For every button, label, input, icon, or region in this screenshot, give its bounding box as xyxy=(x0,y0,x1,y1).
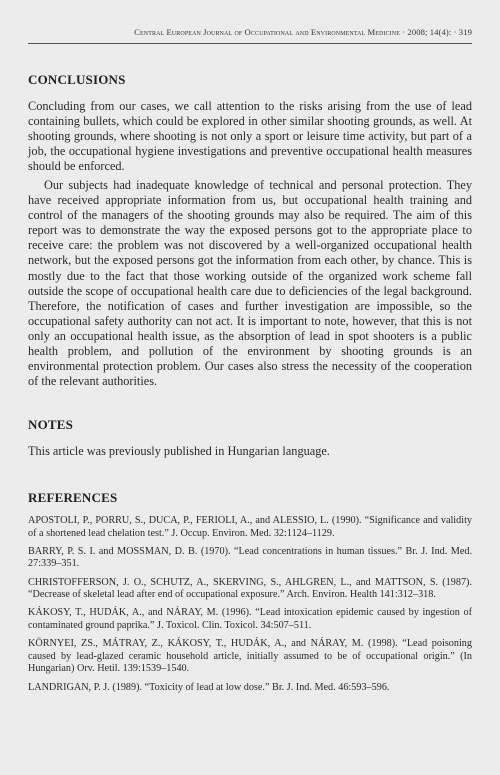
running-header: Central European Journal of Occupational and Environmental Medicine · 2008; 14(4): · 319 xyxy=(134,27,472,37)
reference-item: APOSTOLI, P., PORRU, S., DUCA, P., FERIOLI, A., and ALESSIO, L. (1990). “Significance and validity of a shortened lead chelation test.” J. Occup. Environ. Med. 32:1124–1129. xyxy=(28,515,472,539)
notes-heading: NOTES xyxy=(28,417,74,432)
conclusions-paragraph-1: Concluding from our cases, we call attention to the risks arising from the use of lead containing bullets, which could be explored in other similar shooting grounds, as well. At shooting grounds, where shooting is not only a sport or leisure time activity, but part of a job, the occupational hygiene investigations and preventive occupational health measures should be enforced. xyxy=(28,99,472,174)
reference-item: KÁKOSY, T., HUDÁK, A., and NÁRAY, M. (1996). “Lead intoxication epidemic caused by ingestion of contaminated ground paprika.” J. Toxicol. Clin. Toxicol. 34:507–511. xyxy=(28,607,472,631)
reference-item: KÖRNYEI, ZS., MÁTRAY, Z., KÁKOSY, T., HUDÁK, A., and NÁRAY, M. (1998). “Lead poisoning caused by lead-glazed ceramic household article, initially assumed to be of occupational origin.” (In Hungarian) Orv. Hetil. 139:1539–1540. xyxy=(28,638,472,675)
notes-text: This article was previously published in Hungarian language. xyxy=(28,444,330,458)
reference-item: LANDRIGAN, P. J. (1989). “Toxicity of lead at low dose.” Br. J. Ind. Med. 46:593–596. xyxy=(28,681,390,693)
conclusions-heading: CONCLUSIONS xyxy=(28,72,126,87)
conclusions-paragraph-2: Our subjects had inadequate knowledge of technical and personal protection. They have received appropriate information from us, but occupational health training and control of the managers of the shooting grounds may also be required. The aim of this report was to demonstrate the way the exposed persons got to the appropriate place to receive care: the problem was not discovered by a well-organized occupational health network, but the exposed persons got the information from each other, by chance. This is mostly due to the fact that those working outside of the organized work scheme fall outside the scope of occupational health care due to deficiencies of the legal background. Therefore, the notification of cases and further investigation are impossible, so the occupational safety authority can not act. It is important to note, however, that this is not only an occupational health issue, as the absorption of lead in spot shooters is a public health problem, and pollution of the environment by shooting grounds is an environmental protection problem. Our cases also stress the necessity of the cooperation of the relevant authorities. xyxy=(28,178,472,389)
reference-list xyxy=(28,515,472,700)
references-heading: REFERENCES xyxy=(28,490,118,505)
reference-item: CHRISTOFFERSON, J. O., SCHUTZ, A., SKERVING, S., AHLGREN, L., and MATTSON, S. (1987). “Decrease of skeletal lead after end of occupational exposure.” Arch. Environ. Health 141:312–318. xyxy=(28,576,472,601)
header-rule xyxy=(28,43,472,44)
reference-item: BARRY, P. S. I. and MOSSMAN, D. B. (1970). “Lead concentrations in human tissues.” Br. J. Ind. Med. 27:339–351. xyxy=(28,545,472,570)
